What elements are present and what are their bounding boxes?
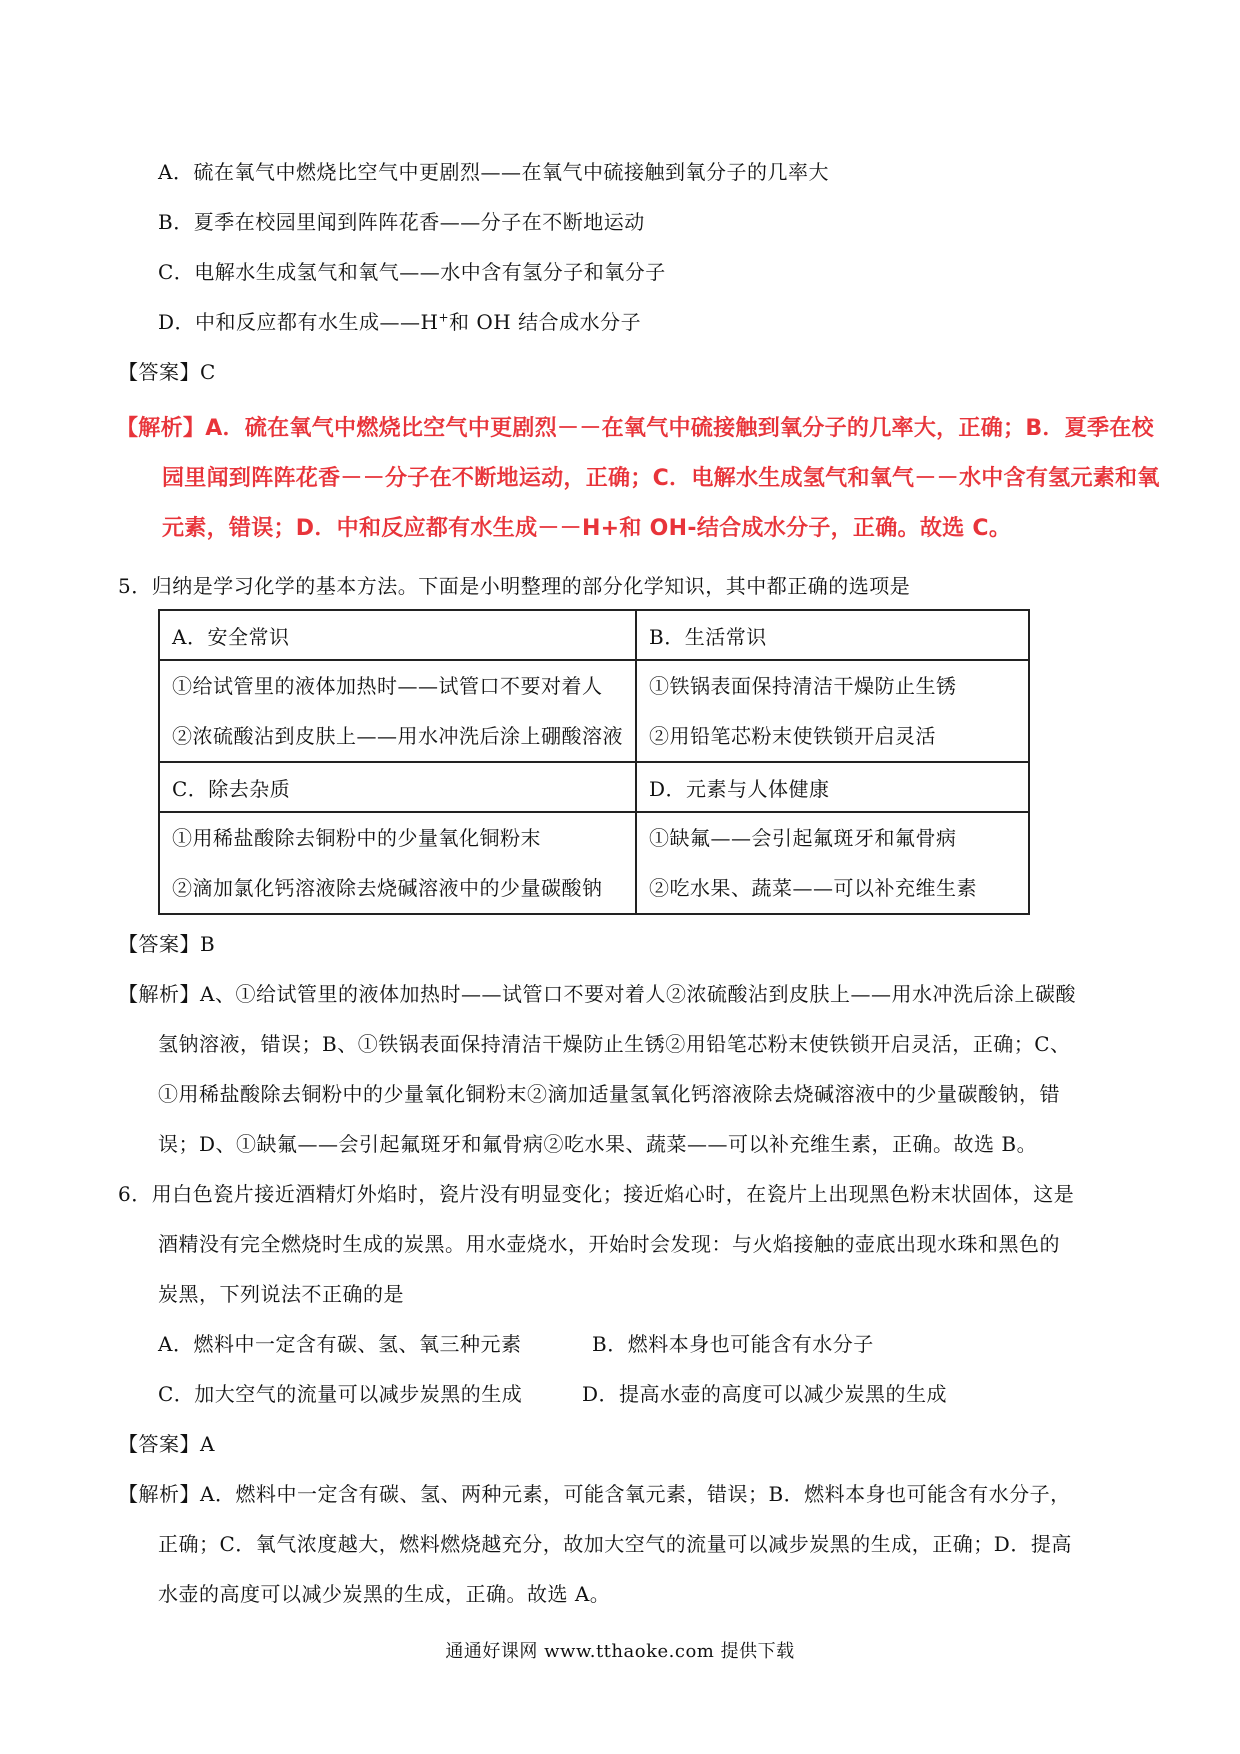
q4-answer: 【答案】C xyxy=(118,360,216,384)
q6-analysis-line-1: 【解析】A．燃料中一定含有碳、氢、两种元素，可能含氧元素，错误；B．燃料本身也可能含有水分子， xyxy=(118,1482,1071,1506)
q5-analysis-line-4: 误；D、①缺氟——会引起氟斑牙和氟骨病②吃水果、蔬菜——可以补充维生素，正确。故选 B。 xyxy=(158,1132,1038,1156)
q5-stem: 5．归纳是学习化学的基本方法。下面是小明整理的部分化学知识，其中都正确的选项是 xyxy=(118,574,911,598)
q5-analysis-line-1: 【解析】A、①给试管里的液体加热时——试管口不要对着人②浓硫酸沾到皮肤上——用水冲洗后涂上碳酸 xyxy=(118,982,1076,1006)
table-cell-b-body xyxy=(636,660,1029,762)
table-cell-b-head: B．生活常识 xyxy=(636,610,1029,660)
table-cell-d-head: D．元素与人体健康 xyxy=(636,762,1029,812)
q6-option-a: A．燃料中一定含有碳、氢、氧三种元素 xyxy=(158,1332,522,1356)
table-c-item-2: ②滴加氯化钙溶液除去烧碱溶液中的少量碳酸钠 xyxy=(172,876,603,900)
table-a-item-2: ②浓硫酸沾到皮肤上——用水冲洗后涂上硼酸溶液 xyxy=(172,724,623,748)
q6-answer: 【答案】A xyxy=(118,1432,215,1456)
q5-answer: 【答案】B xyxy=(118,932,216,956)
q4-analysis-line-3: 元素，错误；D．中和反应都有水生成－－H+和 OH-结合成水分子，正确。故选 C。 xyxy=(162,516,1012,541)
q4-option-d: D．中和反应都有水生成——H+和 OH 结合成水分子 xyxy=(158,310,642,334)
q4-option-b: B．夏季在校园里闻到阵阵花香——分子在不断地运动 xyxy=(158,210,645,234)
q4-option-a: A．硫在氧气中燃烧比空气中更剧烈——在氧气中硫接触到氧分子的几率大 xyxy=(158,160,829,184)
q5-analysis-line-2: 氢钠溶液，错误；B、①铁锅表面保持清洁干燥防止生锈②用铅笔芯粉末使铁锁开启灵活，正确；C、 xyxy=(158,1032,1071,1056)
q6-stem-line-2: 酒精没有完全燃烧时生成的炭黑。用水壶烧水，开始时会发现：与火焰接触的壶底出现水珠和黑色的 xyxy=(158,1232,1060,1256)
q6-stem-line-1: 6．用白色瓷片接近酒精灯外焰时，瓷片没有明显变化；接近焰心时，在瓷片上出现黑色粉末状固体，这是 xyxy=(118,1182,1075,1206)
table-cell-a-body xyxy=(159,660,636,762)
q6-option-c: C．加大空气的流量可以减步炭黑的生成 xyxy=(158,1382,523,1406)
q5-analysis-line-3: ①用稀盐酸除去铜粉中的少量氧化铜粉末②滴加适量氢氧化钙溶液除去烧碱溶液中的少量碳酸钠，错 xyxy=(158,1082,1060,1106)
table-b-item-2: ②用铅笔芯粉末使铁锁开启灵活 xyxy=(649,724,936,748)
page-footer: 通通好课网 www.tthaoke.com 提供下载 xyxy=(445,1641,795,1662)
table-cell-d-body xyxy=(636,812,1029,914)
table-c-item-1: ①用稀盐酸除去铜粉中的少量氧化铜粉末 xyxy=(172,826,541,850)
table-cell-a-head: A．安全常识 xyxy=(159,610,636,660)
table-cell-c-body xyxy=(159,812,636,914)
table-cell-c-head: C．除去杂质 xyxy=(159,762,636,812)
q6-analysis-line-2: 正确；C．氧气浓度越大，燃料燃烧越充分，故加大空气的流量可以减步炭黑的生成，正确；D．提高 xyxy=(158,1532,1072,1556)
q6-option-d: D．提高水壶的高度可以减少炭黑的生成 xyxy=(582,1382,948,1406)
q5-knowledge-table xyxy=(158,609,1030,915)
q6-option-b: B．燃料本身也可能含有水分子 xyxy=(592,1332,874,1356)
table-d-item-2: ②吃水果、蔬菜——可以补充维生素 xyxy=(649,876,977,900)
q6-analysis-line-3: 水壶的高度可以减少炭黑的生成，正确。故选 A。 xyxy=(158,1582,611,1606)
q4-analysis-line-1: 【解析】A．硫在氧气中燃烧比空气中更剧烈－－在氧气中硫接触到氧分子的几率大，正确；B．夏季在校 xyxy=(116,416,1154,441)
q6-stem-line-3: 炭黑，下列说法不正确的是 xyxy=(158,1282,404,1306)
q4-analysis-line-2: 园里闻到阵阵花香－－分子在不断地运动，正确；C．电解水生成氢气和氧气－－水中含有氢元素和氧 xyxy=(162,466,1160,491)
q4-option-c: C．电解水生成氢气和氧气——水中含有氢分子和氧分子 xyxy=(158,260,666,284)
table-d-item-1: ①缺氟——会引起氟斑牙和氟骨病 xyxy=(649,826,957,850)
table-b-item-1: ①铁锅表面保持清洁干燥防止生锈 xyxy=(649,674,957,698)
table-a-item-1: ①给试管里的液体加热时——试管口不要对着人 xyxy=(172,674,603,698)
